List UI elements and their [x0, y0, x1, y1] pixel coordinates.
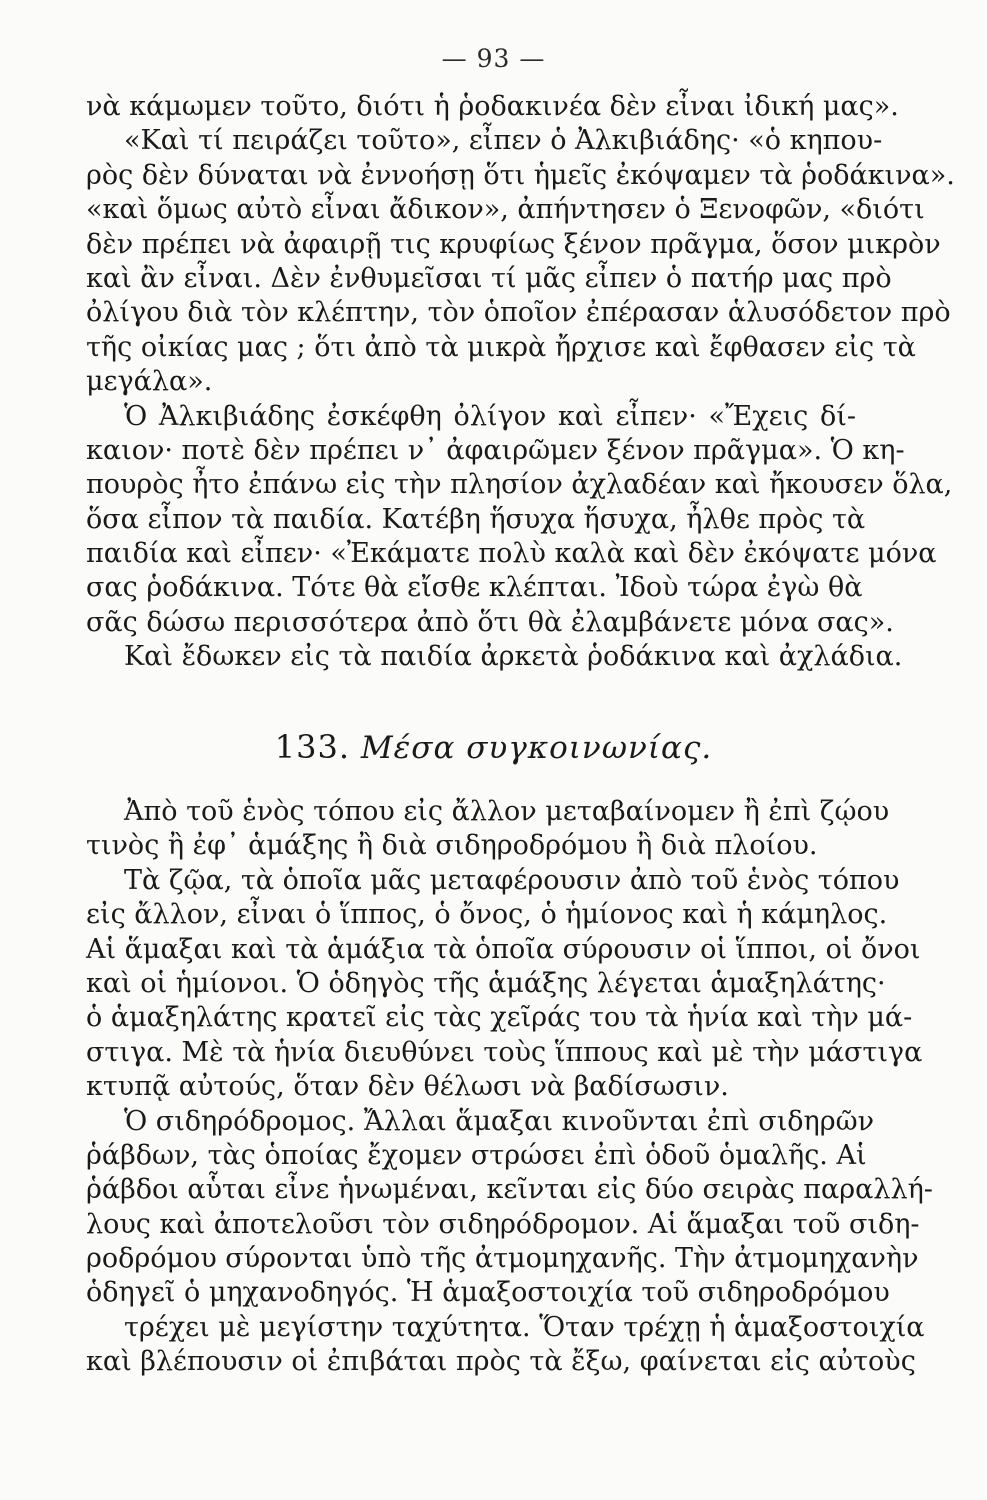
text-line: ὀλίγου διὰ τὸν κλέπτην, τὸν ὁποῖον ἐπέρασαν ἁλυσόδετον πρὸ	[86, 297, 951, 329]
text-line: ῥάβδων, τὰς ὁποίας ἔχομεν στρώσει ἐπὶ ὁδοῦ ὁμαλῆς. Αἱ	[86, 1139, 867, 1171]
text-line: «καὶ ὅμως αὐτὸ εἶναι ἄδικον», ἀπήντησεν ὁ Ξενοφῶν, «διότι	[86, 194, 925, 226]
text-line: πουρὸς ἦτο ἐπάνω εἰς τὴν πλησίον ἀχλαδέαν καὶ ἤκουσεν ὅλα,	[86, 469, 953, 501]
text-line: «Καὶ τί πειράζει τοῦτο», εἶπεν ὁ Ἀλκιβιάδης· «ὁ κηπου-	[124, 125, 883, 157]
text-line: ρὸς δὲν δύναται νὰ ἐννοήσῃ ὅτι ἡμεῖς ἐκόψαμεν τὰ ῥοδάκινα».	[86, 159, 955, 191]
section-title: Μέσα συγκοινωνίας.	[360, 730, 713, 766]
page-number: — 93 —	[441, 44, 546, 73]
text-line: τῆς οἰκίας μας ; ὅτι ἀπὸ τὰ μικρὰ ἤρχισε καὶ ἔφθασεν εἰς τὰ	[86, 331, 916, 363]
text-line: Ἀπὸ τοῦ ἑνὸς τόπου εἰς ἄλλον μεταβαίνομεν ἢ ἐπὶ ζῴου	[124, 796, 890, 827]
section-heading	[0, 728, 987, 766]
text-line: δὲν πρέπει νὰ ἀφαιρῇ τις κρυφίως ξένον πρᾶγμα, ὅσον μικρὸν	[86, 228, 941, 260]
section-number: 133.	[274, 728, 351, 766]
text-line: καὶ οἱ ἡμίονοι. Ὁ ὁδηγὸς τῆς ἁμάξης λέγεται ἁμαξηλάτης·	[86, 967, 886, 999]
text-line: Ὁ Ἀλκιβιάδης ἐσκέφθη ὀλίγον καὶ εἶπεν· «Ἔχεις δί-	[124, 400, 856, 432]
text-line: Καὶ ἔδωκεν εἰς τὰ παιδία ἀρκετὰ ῥοδάκινα καὶ ἀχλάδια.	[124, 641, 903, 673]
text-line: μεγάλα».	[86, 366, 213, 398]
text-line: σᾶς δώσω περισσότερα ἀπὸ ὅτι θὰ ἐλαμβάνετε μόνα σας».	[86, 606, 894, 638]
text-line: ὁ ἁμαξηλάτης κρατεῖ εἰς τὰς χεῖράς του τὰ ἡνία καὶ τὴν μά-	[86, 1002, 913, 1034]
text-line: ροδρόμου σύρονται ὑπὸ τῆς ἀτμομηχανῆς. Τὴν ἀτμομηχανὴν	[86, 1243, 919, 1275]
paragraph-block-transport	[86, 795, 933, 1380]
text-line: παιδία καὶ εἶπεν· «Ἐκάματε πολὺ καλὰ καὶ δὲν ἐκόψατε μόνα	[86, 538, 937, 570]
text-line: τρέχει μὲ μεγίστην ταχύτητα. Ὅταν τρέχῃ ἡ ἁμαξοστοιχία	[124, 1311, 925, 1343]
text-line: Ὁ σιδηρόδρομος. Ἄλλαι ἅμαξαι κινοῦνται ἐπὶ σιδηρῶν	[124, 1105, 875, 1137]
text-line: εἰς ἄλλον, εἶναι ὁ ἵππος, ὁ ὄνος, ὁ ἡμίονος καὶ ἡ κάμηλος.	[86, 899, 888, 931]
text-line: τινὸς ἢ ἐφ᾽ ἁμάξης ἢ διὰ σιδηροδρόμου ἢ διὰ πλοίου.	[86, 830, 818, 862]
text-line: κτυπᾷ αὐτούς, ὅταν δὲν θέλωσι νὰ βαδίσωσιν.	[86, 1071, 729, 1103]
text-line: καὶ βλέπουσιν οἱ ἐπιβάται πρὸς τὰ ἔξω, φαίνεται εἰς αὐτοὺς	[86, 1346, 916, 1378]
text-line: Τὰ ζῷα, τὰ ὁποῖα μᾶς μεταφέρουσιν ἀπὸ τοῦ ἑνὸς τόπου	[124, 864, 900, 896]
text-line: σας ῥοδάκινα. Τότε θὰ εἴσθε κλέπται. Ἰδοὺ τώρα ἐγὼ θὰ	[86, 572, 863, 604]
text-line: ῥάβδοι αὗται εἶνε ἡνωμέναι, κεῖνται εἰς δύο σειρὰς παραλλή-	[86, 1174, 933, 1206]
text-line: καὶ ἂν εἶναι. Δὲν ἐνθυμεῖσαι τί μᾶς εἶπεν ὁ πατήρ μας πρὸ	[86, 262, 892, 294]
paragraph-block-story	[86, 90, 955, 675]
text-line: στιγα. Μὲ τὰ ἡνία διευθύνει τοὺς ἵππους καὶ μὲ τὴν μάστιγα	[86, 1036, 923, 1068]
text-line: νὰ κάμωμεν τοῦτο, διότι ἡ ῥοδακινέα δὲν εἶναι ἰδική μας».	[86, 91, 899, 122]
text-line: Αἱ ἅμαξαι καὶ τὰ ἁμάξια τὰ ὁποῖα σύρουσιν οἱ ἵπποι, οἱ ὄνοι	[86, 933, 921, 965]
text-line: λους καὶ ἀποτελοῦσι τὸν σιδηρόδρομον. Αἱ ἅμαξαι τοῦ σιδη-	[86, 1208, 920, 1240]
text-line: ὁδηγεῖ ὁ μηχανοδηγός. Ἡ ἁμαξοστοιχία τοῦ σιδηροδρόμου	[86, 1277, 890, 1309]
text-line: ὅσα εἶπον τὰ παιδία. Κατέβη ἥσυχα ἥσυχα, ἦλθε πρὸς τὰ	[86, 503, 866, 535]
text-line: καιον· ποτὲ δὲν πρέπει ν᾽ ἀφαιρῶμεν ξένον πρᾶγμα». Ὁ κη-	[86, 434, 905, 466]
